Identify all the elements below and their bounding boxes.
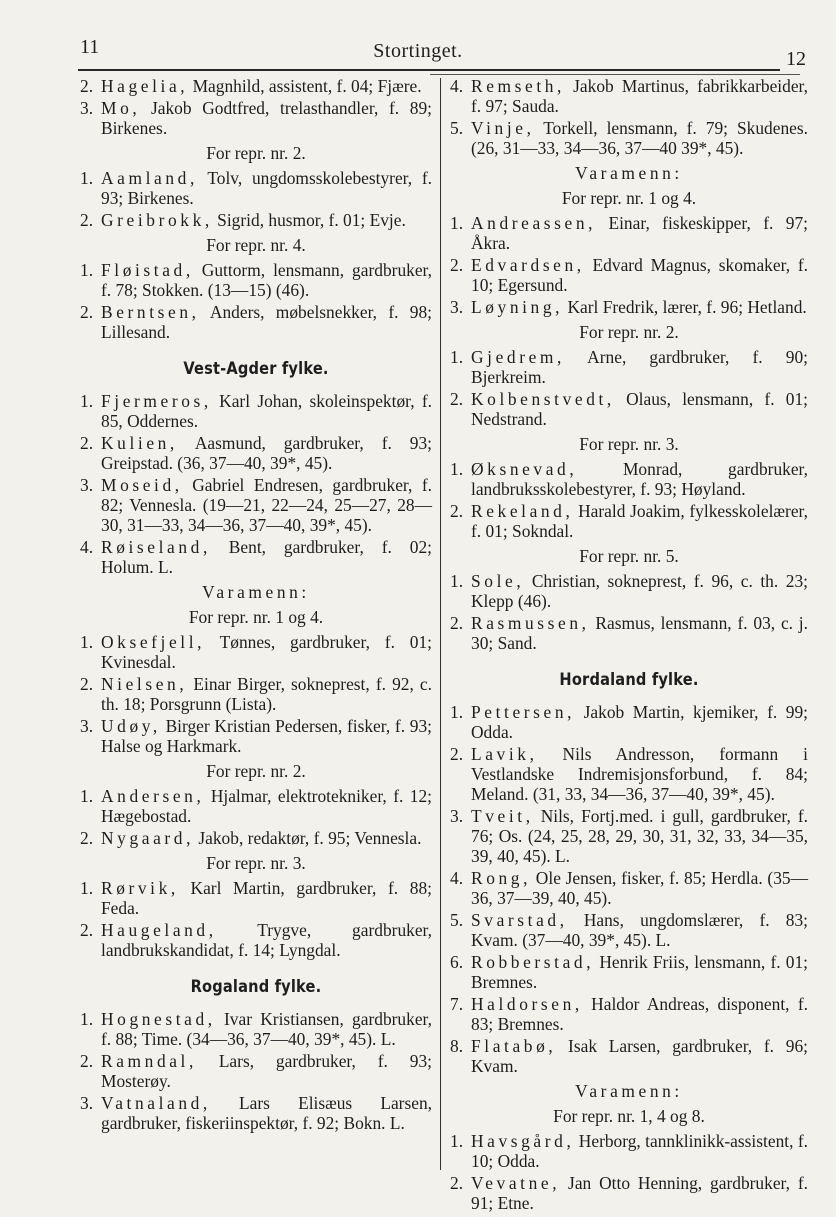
entry-number: 1. — [450, 213, 464, 233]
member-details: Lars, gardbruker, f. 93; Mosterøy. — [101, 1051, 432, 1091]
entry-number: 1. — [80, 632, 94, 652]
member-details: Ivar Kristiansen, gardbruker, f. 88; Time. (34—36, 37—40, 39*, 45). L. — [101, 1009, 432, 1049]
entry-number: 2. — [450, 389, 464, 409]
substitutes-heading: Varamenn: — [575, 1081, 683, 1101]
member-name: Andreassen, — [471, 213, 597, 233]
entry-number: 3. — [80, 98, 94, 118]
member-details: Gabriel Endresen, gardbruker, f. 82; Vennesla. (19—21, 22—24, 25—27, 28—30, 31—33, 34—36, 37—40, 39*, 45). — [101, 475, 432, 535]
member-name: Pettersen, — [471, 702, 576, 722]
left-page-number: 11 — [80, 36, 100, 58]
member-details: Karl Johan, skoleinspektør, f. 85, Oddernes. — [101, 391, 432, 431]
entry-number: 2. — [80, 433, 94, 453]
member-details: Harald Joakim, fylkesskolelærer, f. 01; Sokndal. — [471, 501, 808, 541]
member-name: Oksefjell, — [101, 632, 206, 652]
member-entry — [450, 347, 808, 387]
member-details: Einar, fiskeskipper, f. 97; Åkra. — [471, 213, 808, 253]
member-name: Andersen, — [101, 786, 205, 806]
entry-number: 1. — [80, 786, 94, 806]
member-details: Rasmus, lensmann, f. 03, c. j. 30; Sand. — [471, 613, 808, 653]
member-name: Aamland, — [101, 168, 198, 188]
member-name: Hognestad, — [101, 1009, 216, 1029]
member-name: Flatabø, — [471, 1036, 557, 1056]
member-entry — [450, 571, 808, 611]
county-heading: Rogaland fylke. — [190, 977, 322, 997]
member-entry — [80, 302, 432, 342]
member-details: Nils, Fortj.med. i gull, gardbruker, f. 76; Os. (24, 25, 28, 29, 30, 31, 32, 33, 34—35, 39, 40, 45). L. — [471, 806, 808, 866]
right-page-number: 12 — [786, 48, 806, 70]
member-details: Tønnes, gardbruker, f. 01; Kvinesdal. — [101, 632, 432, 672]
member-entry — [80, 1009, 432, 1049]
entry-number: 4. — [450, 868, 464, 888]
entry-number: 3. — [450, 297, 464, 317]
running-title: Stortinget. — [373, 40, 463, 62]
member-name: Rekeland, — [471, 501, 574, 521]
county-heading: Hordaland fylke. — [559, 670, 699, 690]
member-entry — [80, 920, 432, 960]
member-details: Jan Otto Henning, gardbruker, f. 91; Etne. — [471, 1173, 808, 1213]
member-details: Guttorm, lensmann, gardbruker, f. 78; Stokken. (13—15) (46). — [101, 260, 432, 300]
representative-subheading: For repr. nr. 3. — [206, 853, 306, 873]
representative-subheading: For repr. nr. 4. — [206, 235, 306, 255]
entry-number: 1. — [450, 459, 464, 479]
entry-number: 1. — [80, 168, 94, 188]
member-entry — [80, 210, 432, 230]
entry-number: 2. — [80, 1051, 94, 1071]
member-name: Svarstad, — [471, 910, 568, 930]
member-entry — [80, 260, 432, 300]
member-entry — [450, 952, 808, 992]
member-name: Robberstad, — [471, 952, 595, 972]
header-rule-right — [430, 74, 800, 75]
member-entry — [450, 744, 808, 804]
member-entry — [450, 806, 808, 866]
member-entry — [80, 786, 432, 826]
member-name: Vevatne, — [471, 1173, 561, 1193]
entry-number: 2. — [80, 76, 94, 96]
member-details: Tolv, ungdomsskolebestyrer, f. 93; Birkenes. — [101, 168, 432, 208]
member-name: Rong, — [471, 868, 532, 888]
entry-number: 3. — [80, 475, 94, 495]
member-name: Rørvik, — [101, 878, 179, 898]
member-entry — [80, 475, 432, 535]
member-name: Gjedrem, — [471, 347, 565, 367]
entry-number: 2. — [450, 255, 464, 275]
member-entry — [450, 501, 808, 541]
header-rule — [78, 69, 780, 71]
member-details: Anders, møbelsnekker, f. 98; Lillesand. — [101, 302, 432, 342]
representative-subheading: For repr. nr. 3. — [579, 434, 679, 454]
member-name: Kolbenstvedt, — [471, 389, 615, 409]
member-details: Torkell, lensmann, f. 79; Skudenes. (26, 31—33, 34—36, 37—40 39*, 45). — [471, 118, 808, 158]
member-entry — [450, 1131, 808, 1171]
entry-number: 1. — [450, 347, 464, 367]
member-details: Haldor Andreas, disponent, f. 83; Bremnes. — [471, 994, 808, 1034]
member-entry — [80, 76, 432, 96]
entry-number: 2. — [450, 613, 464, 633]
member-entry — [450, 910, 808, 950]
member-details: Aasmund, gardbruker, f. 93; Greipstad. (36, 37—40, 39*, 45). — [101, 433, 432, 473]
member-details: Lars Elisæus Larsen, gardbruker, fiskeriinspektør, f. 92; Bokn. L. — [101, 1093, 432, 1133]
member-name: Rasmussen, — [471, 613, 590, 633]
member-name: Røiseland, — [101, 537, 211, 557]
member-entry — [80, 674, 432, 714]
entry-number: 2. — [80, 210, 94, 230]
member-name: Kulien, — [101, 433, 178, 453]
member-name: Berntsen, — [101, 302, 200, 322]
entry-number: 3. — [80, 716, 94, 736]
representative-subheading: For repr. nr. 1 og 4. — [561, 188, 697, 208]
member-details: Birger Kristian Pedersen, fisker, f. 93; Halse og Harkmark. — [101, 716, 432, 756]
column-divider — [440, 78, 441, 1170]
entry-number: 1. — [80, 260, 94, 280]
entry-number: 1. — [80, 391, 94, 411]
member-entry — [450, 297, 808, 317]
member-details: Ole Jensen, fisker, f. 85; Herdla. (35—36, 37—39, 40, 45). — [471, 868, 808, 908]
member-details: Karl Fredrik, lærer, f. 96; Hetland. — [563, 297, 807, 317]
member-name: Nygaard, — [101, 828, 195, 848]
entry-number: 3. — [80, 1093, 94, 1113]
member-entry — [80, 716, 432, 756]
entry-number: 1. — [450, 1131, 464, 1151]
member-details: Einar Birger, sokneprest, f. 92, c. th. 18; Porsgrunn (Lista). — [101, 674, 432, 714]
member-name: Løyning, — [471, 297, 564, 317]
member-name: Sole, — [471, 571, 525, 591]
member-entry — [80, 433, 432, 473]
member-name: Haugeland, — [101, 920, 217, 940]
entry-number: 8. — [450, 1036, 464, 1056]
entry-number: 2. — [450, 744, 464, 764]
entry-number: 1. — [80, 878, 94, 898]
member-entry — [450, 213, 808, 253]
member-details: Karl Martin, gardbruker, f. 88; Feda. — [101, 878, 432, 918]
representative-subheading: For repr. nr. 5. — [579, 546, 679, 566]
left-column — [80, 76, 432, 1135]
member-details: Jakob Martin, kjemiker, f. 99; Odda. — [471, 702, 808, 742]
member-entry — [80, 1051, 432, 1091]
member-name: Tveit, — [471, 806, 534, 826]
entry-number: 5. — [450, 118, 464, 138]
member-name: Havsgård, — [471, 1131, 575, 1151]
member-details: Monrad, gardbruker, landbruksskolebestyrer, f. 93; Høyland. — [471, 459, 808, 499]
entry-number: 4. — [450, 76, 464, 96]
entry-number: 7. — [450, 994, 464, 1014]
entry-number: 2. — [80, 302, 94, 322]
member-name: Remseth, — [471, 76, 566, 96]
member-name: Moseid, — [101, 475, 183, 495]
member-name: Fjermeros, — [101, 391, 212, 411]
member-entry — [450, 868, 808, 908]
member-details: Christian, sokneprest, f. 96, c. th. 23; Klepp (46). — [471, 571, 808, 611]
member-entry — [450, 459, 808, 499]
member-entry — [80, 537, 432, 577]
member-details: Trygve, gardbruker, landbrukskandidat, f. 14; Lyngdal. — [101, 920, 432, 960]
right-column — [450, 76, 808, 1215]
entry-number: 2. — [450, 1173, 464, 1193]
member-details: Hans, ungdomslærer, f. 83; Kvam. (37—40, 39*, 45). L. — [471, 910, 808, 950]
substitutes-heading: Varamenn: — [202, 582, 310, 602]
member-details: Jakob, redaktør, f. 95; Vennesla. — [194, 828, 422, 848]
member-entry — [80, 828, 432, 848]
member-name: Hagelia, — [101, 76, 189, 96]
member-name: Mo, — [101, 98, 141, 118]
member-entry — [80, 391, 432, 431]
member-details: Jakob Martinus, fabrikkarbeider, f. 97; Sauda. — [471, 76, 808, 116]
member-entry — [450, 702, 808, 742]
representative-subheading: For repr. nr. 2. — [206, 761, 306, 781]
member-name: Udøy, — [101, 716, 161, 736]
member-entry — [450, 76, 808, 116]
member-name: Øksnevad, — [471, 459, 578, 479]
member-entry — [450, 389, 808, 429]
member-details: Edvard Magnus, skomaker, f. 10; Egersund. — [471, 255, 808, 295]
entry-number: 4. — [80, 537, 94, 557]
member-details: Magnhild, assistent, f. 04; Fjære. — [188, 76, 422, 96]
member-name: Edvardsen, — [471, 255, 585, 275]
member-details: Herborg, tannklinikk-assistent, f. 10; Odda. — [471, 1131, 808, 1171]
member-entry — [80, 878, 432, 918]
entry-number: 6. — [450, 952, 464, 972]
entry-number: 2. — [80, 674, 94, 694]
entry-number: 1. — [450, 702, 464, 722]
entry-number: 3. — [450, 806, 464, 826]
member-details: Jakob Godtfred, trelasthandler, f. 89; Birkenes. — [101, 98, 432, 138]
member-details: Olaus, lensmann, f. 01; Nedstrand. — [471, 389, 808, 429]
member-name: Haldorsen, — [471, 994, 583, 1014]
county-heading: Vest-Agder fylke. — [183, 359, 329, 379]
member-name: Fløistad, — [101, 260, 194, 280]
member-name: Greibrokk, — [101, 210, 213, 230]
representative-subheading: For repr. nr. 2. — [579, 322, 679, 342]
member-details: Isak Larsen, gardbruker, f. 96; Kvam. — [471, 1036, 808, 1076]
member-details: Sigrid, husmor, f. 01; Evje. — [212, 210, 406, 230]
member-details: Henrik Friis, lensmann, f. 01; Bremnes. — [471, 952, 808, 992]
entry-number: 2. — [80, 920, 94, 940]
member-entry — [450, 1173, 808, 1213]
member-entry — [450, 994, 808, 1034]
member-entry — [80, 168, 432, 208]
representative-subheading: For repr. nr. 1 og 4. — [188, 607, 324, 627]
substitutes-heading: Varamenn: — [575, 163, 683, 183]
member-name: Nielsen, — [101, 674, 188, 694]
member-name: Lavik, — [471, 744, 538, 764]
entry-number: 2. — [80, 828, 94, 848]
member-details: Bent, gardbruker, f. 02; Holum. L. — [101, 537, 432, 577]
member-entry — [450, 1036, 808, 1076]
representative-subheading: For repr. nr. 2. — [206, 143, 306, 163]
entry-number: 1. — [80, 1009, 94, 1029]
member-details: Hjalmar, elektrotekniker, f. 12; Hægebostad. — [101, 786, 432, 826]
representative-subheading: For repr. nr. 1, 4 og 8. — [553, 1106, 705, 1126]
member-entry — [80, 1093, 432, 1133]
member-details: Arne, gardbruker, f. 90; Bjerkreim. — [471, 347, 808, 387]
member-entry — [80, 98, 432, 138]
member-name: Vatnaland, — [101, 1093, 211, 1113]
member-entry — [450, 118, 808, 158]
member-details: Nils Andresson, formann i Vestlandske Indremisjonsforbund, f. 84; Meland. (31, 33, 34—36, 37—40, 39*, 45). — [471, 744, 808, 804]
entry-number: 2. — [450, 501, 464, 521]
member-name: Vinje, — [471, 118, 535, 138]
member-entry — [450, 255, 808, 295]
member-name: Ramndal, — [101, 1051, 197, 1071]
member-entry — [80, 632, 432, 672]
entry-number: 1. — [450, 571, 464, 591]
member-entry — [450, 613, 808, 653]
entry-number: 5. — [450, 910, 464, 930]
